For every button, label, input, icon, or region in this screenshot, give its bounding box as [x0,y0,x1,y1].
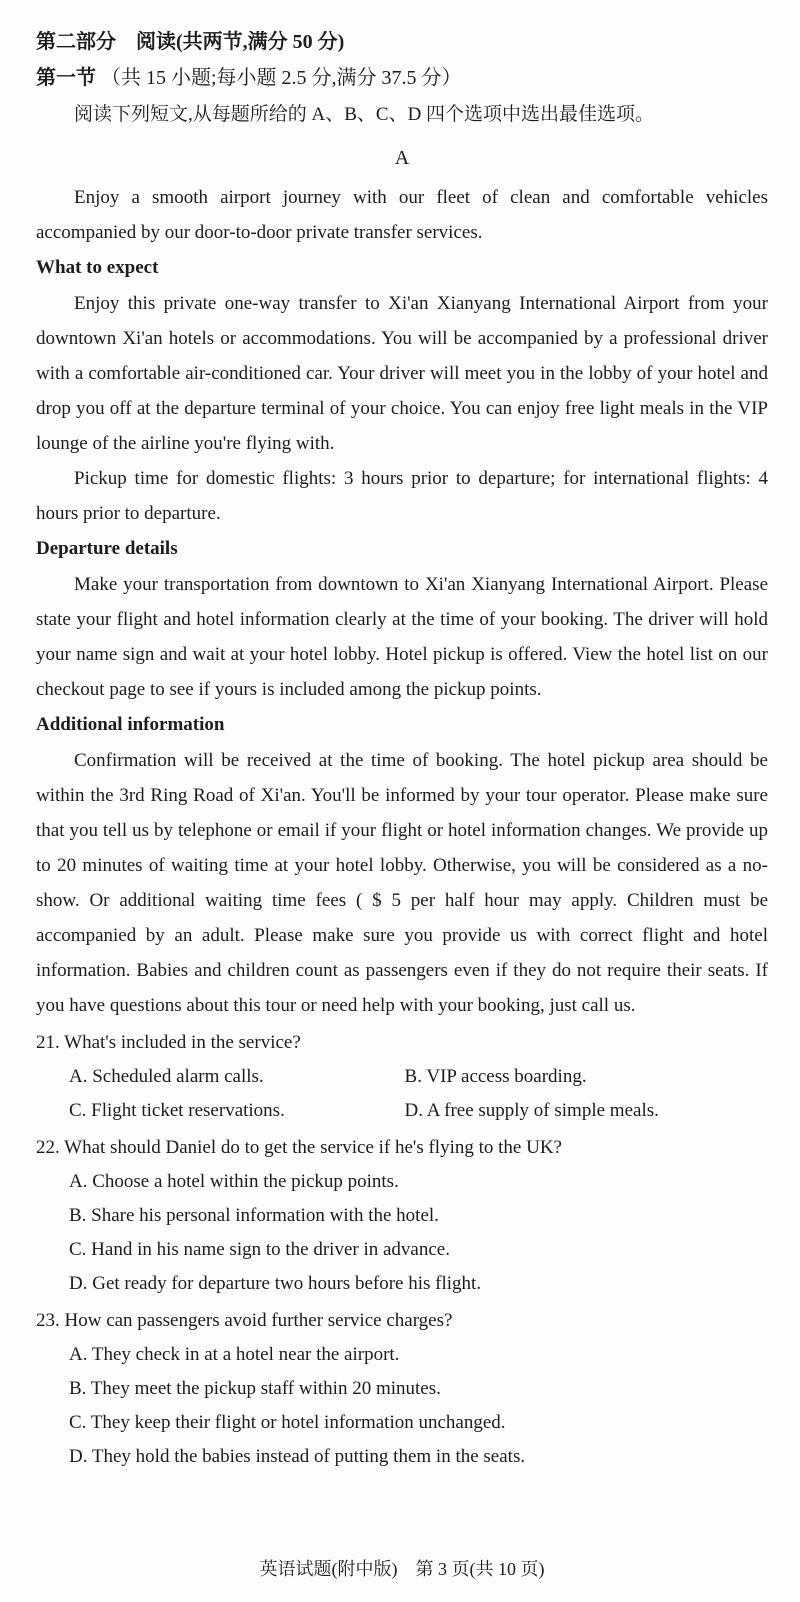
passage-label: A [394,147,410,169]
passage-paragraph-departure: Make your transportation from downtown to Xi'an Xianyang International Airport. Please state your flight and hotel information clearly at the time of your booking. The driver will hold your name sign and wait at your hotel lobby. Hotel pickup is offered. View the hotel list on our checkout page to see if yours is included among the pickup points. [36,574,768,700]
passage-paragraph-additional: Confirmation will be received at the time of booking. The hotel pickup area should be within the 3rd Ring Road of Xi'an. You'll be informed by your tour operator. Please make sure that you tell us by telephone or email if your flight or hotel information changes. We provide up to 20 minutes of waiting time at your hotel lobby. Otherwise, you will be considered as a no-show. Or additional waiting time fees ( $ 5 per half hour may apply. Children must be accompanied by an adult. Please make sure you provide us with correct flight and hotel information. Babies and children count as passengers even if they do not require their seats. If you have questions about this tour or need help with your booking, just call us. [36,750,768,1016]
question-23-text: 23. How can passengers avoid further service charges? [36,1310,453,1331]
question-21-option-b: B. VIP access boarding. [404,1066,587,1087]
passage-paragraph-expect: Enjoy this private one-way transfer to Xi'an Xianyang International Airport from your downtown Xi'an hotels or accommodations. You will be accompanied by a professional driver with a comfortable air-conditioned car. Your driver will meet you in the lobby of your hotel and drop you off at the departure terminal of your choice. You can enjoy free light meals in the VIP lounge of the airline you're flying with. [36,293,768,454]
question-22-option-d: D. Get ready for departure two hours before his flight. [69,1273,482,1294]
question-23-option-c: C. They keep their flight or hotel information unchanged. [69,1412,506,1433]
question-21-options [36,1060,768,1128]
question-22-text: 22. What should Daniel do to get the service if he's flying to the UK? [36,1137,562,1158]
question-21 [36,1025,768,1128]
section-instruction: 阅读下列短文,从每题所给的 A、B、C、D 四个选项中选出最佳选项。 [74,104,655,125]
passage-paragraph-pickup-time: Pickup time for domestic flights: 3 hours prior to departure; for international flights: 4 hours prior to departure. [36,468,768,524]
section-title-number: 第一节 [36,67,96,89]
passage-heading-what-to-expect: What to expect [36,257,159,278]
question-23-option-a: A. They check in at a hotel near the airport. [69,1344,400,1365]
question-21-option-a: A. Scheduled alarm calls. [69,1066,264,1087]
question-22-option-b: B. Share his personal information with the hotel. [69,1205,439,1226]
section-title-detail: （共 15 小题;每小题 2.5 分,满分 37.5 分） [101,67,462,89]
question-22-option-a: A. Choose a hotel within the pickup points. [69,1171,399,1192]
question-22 [36,1130,768,1301]
passage-heading-departure-details: Departure details [36,538,178,559]
question-23-option-b: B. They meet the pickup staff within 20 minutes. [69,1378,441,1399]
question-23 [36,1303,768,1474]
section-title [36,60,768,96]
question-23-option-d: D. They hold the babies instead of putting them in the seats. [69,1446,526,1467]
passage-heading-additional-information: Additional information [36,714,225,735]
passage-intro: Enjoy a smooth airport journey with our fleet of clean and comfortable vehicles accompanied by our door-to-door private transfer services. [36,187,768,243]
question-23-options [36,1338,768,1474]
question-21-text: 21. What's included in the service? [36,1032,301,1053]
question-21-option-c: C. Flight ticket reservations. [69,1100,285,1121]
question-22-option-c: C. Hand in his name sign to the driver in advance. [69,1239,450,1260]
page-footer: 英语试题(附中版) 第 3 页(共 10 页) [259,1559,545,1579]
question-22-options [36,1165,768,1301]
question-21-option-d: D. A free supply of simple meals. [404,1100,659,1121]
part-title: 第二部分 阅读(共两节,满分 50 分) [36,31,345,53]
